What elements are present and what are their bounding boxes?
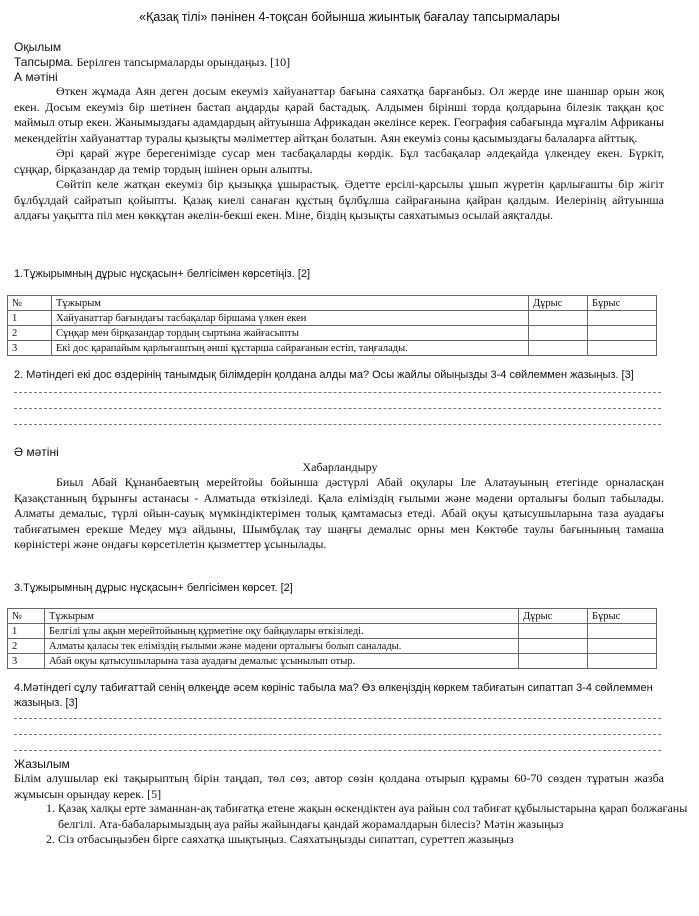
question-3: 3.Тұжырымның дұрыс нұсқасын+ белгісімен көрсет. [2] [14, 582, 293, 594]
writing-topics-list [14, 801, 699, 848]
row-number: 1 [8, 624, 45, 639]
row-number: 1 [8, 311, 52, 326]
answer-line[interactable] [14, 718, 661, 719]
false-cell[interactable] [588, 624, 657, 639]
text-a-paragraph: Сөйтіп келе жатқан екеуміз бір қызыққа ұшырастық. Әдетте ерсілі-қарсылы ұшып жүретін қарлығашты бір жігіт бұлбұлдай сайратып қойыпты. Қазақ киелі санаған құстың бұлбұлша сайрағанына қайран қалдым. Иелерінің айтуынша алдағы уақытта піл мен көкқұтан әкелін-бекші екен. Міне, біздің қызықты саяхатымыз осылай аяқталды. [14, 177, 664, 222]
text-b [14, 475, 664, 553]
task-label: Тапсырма. [14, 55, 74, 69]
col-statement: Тұжырым [52, 296, 529, 311]
col-number: № [8, 609, 45, 624]
writing-intro: Білім алушылар екі тақырыптың бірін таңдап, төл сөз, автор сөзін қолдана отырып құрамы 60-70 сөзден тұратын жазба жұмысын орындау керек. [5] [14, 771, 664, 801]
false-cell[interactable] [588, 311, 657, 326]
task-line [14, 55, 290, 70]
table-row [8, 639, 657, 654]
false-cell[interactable] [588, 326, 657, 341]
answer-line[interactable] [14, 408, 661, 409]
true-cell[interactable] [519, 624, 588, 639]
task-text: Берілген тапсырмаларды орындаңыз. [10] [73, 55, 291, 69]
table-header-row [8, 609, 657, 624]
row-statement: Белгілі ұлы ақын мерейтойының құрметіне оқу байқаулары өткізіледі. [45, 624, 519, 639]
question-4-line-1: 4.Мәтіндегі сұлу табиғаттай сенің өлкеңде әсем көрініс табыла ма? Өз өлкеңіздің көркем табиғатын сипаттап 3-4 сөйлеммен [14, 682, 653, 694]
false-cell[interactable] [588, 341, 657, 356]
row-statement: Хайуанаттар бағындағы тасбақалар біршама үлкен екен [52, 311, 529, 326]
row-number: 3 [8, 341, 52, 356]
col-true: Дұрыс [519, 609, 588, 624]
writing-heading: Жазылым [14, 757, 70, 771]
row-statement: Екі дос қарапайым қарлығаштың әнші құстарша сайрағанын естіп, таңғалады. [52, 341, 529, 356]
text-a [14, 84, 664, 224]
question-2: 2. Мәтіндегі екі дос өздерінің танымдық білімдерін қолдана алды ма? Осы жайлы ойыңызды 3-4 сөйлеммен жазыңыз. [3] [14, 369, 634, 381]
list-item: 1. Қазақ халқы ерте заманнан-ақ табиғатқа етене жақын өскендіктен ауа райын сол табиғат құбылыстарына қарап болжағаны белгілі. Ата-бабаларымыздың ауа райы жайындағы қандай жорамалдарын білесіз? Мәтін жазыңыз [58, 801, 699, 832]
row-number: 3 [8, 654, 45, 669]
answer-line[interactable] [14, 750, 661, 751]
statement-table-2 [7, 608, 657, 669]
text-b-title: Хабарландыру [302, 460, 378, 474]
col-number: № [8, 296, 52, 311]
answer-line[interactable] [14, 424, 661, 425]
false-cell[interactable] [588, 654, 657, 669]
row-statement: Сұңқар мен бірқазандар тордың сыртына жайғасыпты [52, 326, 529, 341]
answer-line[interactable] [14, 392, 661, 393]
list-item: 2. Сіз отбасыңызбен бірге саяхатқа шықтыңыз. Саяхатыңызды сипаттап, суреттеп жазыңыз [58, 832, 699, 848]
col-false: Бұрыс [588, 296, 657, 311]
statement-table-1 [7, 295, 657, 356]
text-a-paragraph: Өткен жұмада Аян деген досым екеуміз хайуанаттар бағына саяхатқа барғанбыз. Ол жерде ине шаншар орын жоқ екен. Досым екеуміз бір шетінен бастап аңдарды қарай бастадық. Алдымен бірінші торда қолдарына білезік таққан қос маймыл отыр екен. Жанымыздағы адамдардың айтуынша Африкадан әкелінсе керек. География сабағында мұғалім Африканы мекендейтін хайуанаттар туралы қызықты мәліметтер айтқан болатын. Аян екеуміз соны қасымыздағы балаларға айттық. [14, 84, 664, 145]
true-cell[interactable] [529, 311, 588, 326]
text-b-label: Ә мәтіні [14, 445, 59, 459]
true-cell[interactable] [519, 654, 588, 669]
row-statement: Абай оқуы қатысушыларына таза ауадағы демалыс ұсынылып отыр. [45, 654, 519, 669]
answer-line[interactable] [14, 734, 661, 735]
reading-heading: Оқылым [14, 40, 62, 54]
table-row [8, 341, 657, 356]
col-false: Бұрыс [588, 609, 657, 624]
row-number: 2 [8, 326, 52, 341]
true-cell[interactable] [529, 341, 588, 356]
row-number: 2 [8, 639, 45, 654]
true-cell[interactable] [519, 639, 588, 654]
text-a-paragraph: Әрі қарай жүре берегенімізде сусар мен тасбақаларды көрдік. Бұл тасбақалар әлдеқайда үлкендеу екен. Бүркіт, сұңқар, бірқазандар да темір тордың ішінен орын алыпты. [14, 146, 664, 176]
col-statement: Тұжырым [45, 609, 519, 624]
true-cell[interactable] [529, 326, 588, 341]
table-row [8, 624, 657, 639]
table-row [8, 311, 657, 326]
question-1: 1.Тұжырымның дұрыс нұсқасын+ белгісімен көрсетіңіз. [2] [14, 268, 311, 280]
page-title: «Қазақ тілі» пәнінен 4-тоқсан бойынша жиынтық бағалау тапсырмалары [139, 10, 560, 24]
table-row [8, 326, 657, 341]
question-4-line-2: жазыңыз. [3] [14, 697, 78, 709]
table-header-row [8, 296, 657, 311]
text-b-paragraph: Биыл Абай Құнанбаевтың мерейтойы бойынша дәстүрлі Абай оқулары Іле Алатауының етегінде орналасқан Қазақстанның бұрынғы астанасы - Алматыда өткізіледі. Қала еліміздің ғылыми және мәдени орталығы болып табылады. Алматы демалыс, түрлі ойын-сауық мүмкіндіктерімен толық қамтамасыз етеді. Абай оқуы қатысушыларына таза ауадағы табиғатымен ерекше Медеу мұз айдыны, Шымбұлақ тау шаңғы демалыс орны мен Көктөбе таулы бағынының тамаша көріністері және ондағы көрсетілетін қызметтер ұсынылады. [14, 475, 664, 551]
table-row [8, 654, 657, 669]
col-true: Дұрыс [529, 296, 588, 311]
text-a-label: А мәтіні [14, 70, 58, 84]
row-statement: Алматы қаласы тек еліміздің ғылыми және мәдени орталығы болып саналады. [45, 639, 519, 654]
false-cell[interactable] [588, 639, 657, 654]
